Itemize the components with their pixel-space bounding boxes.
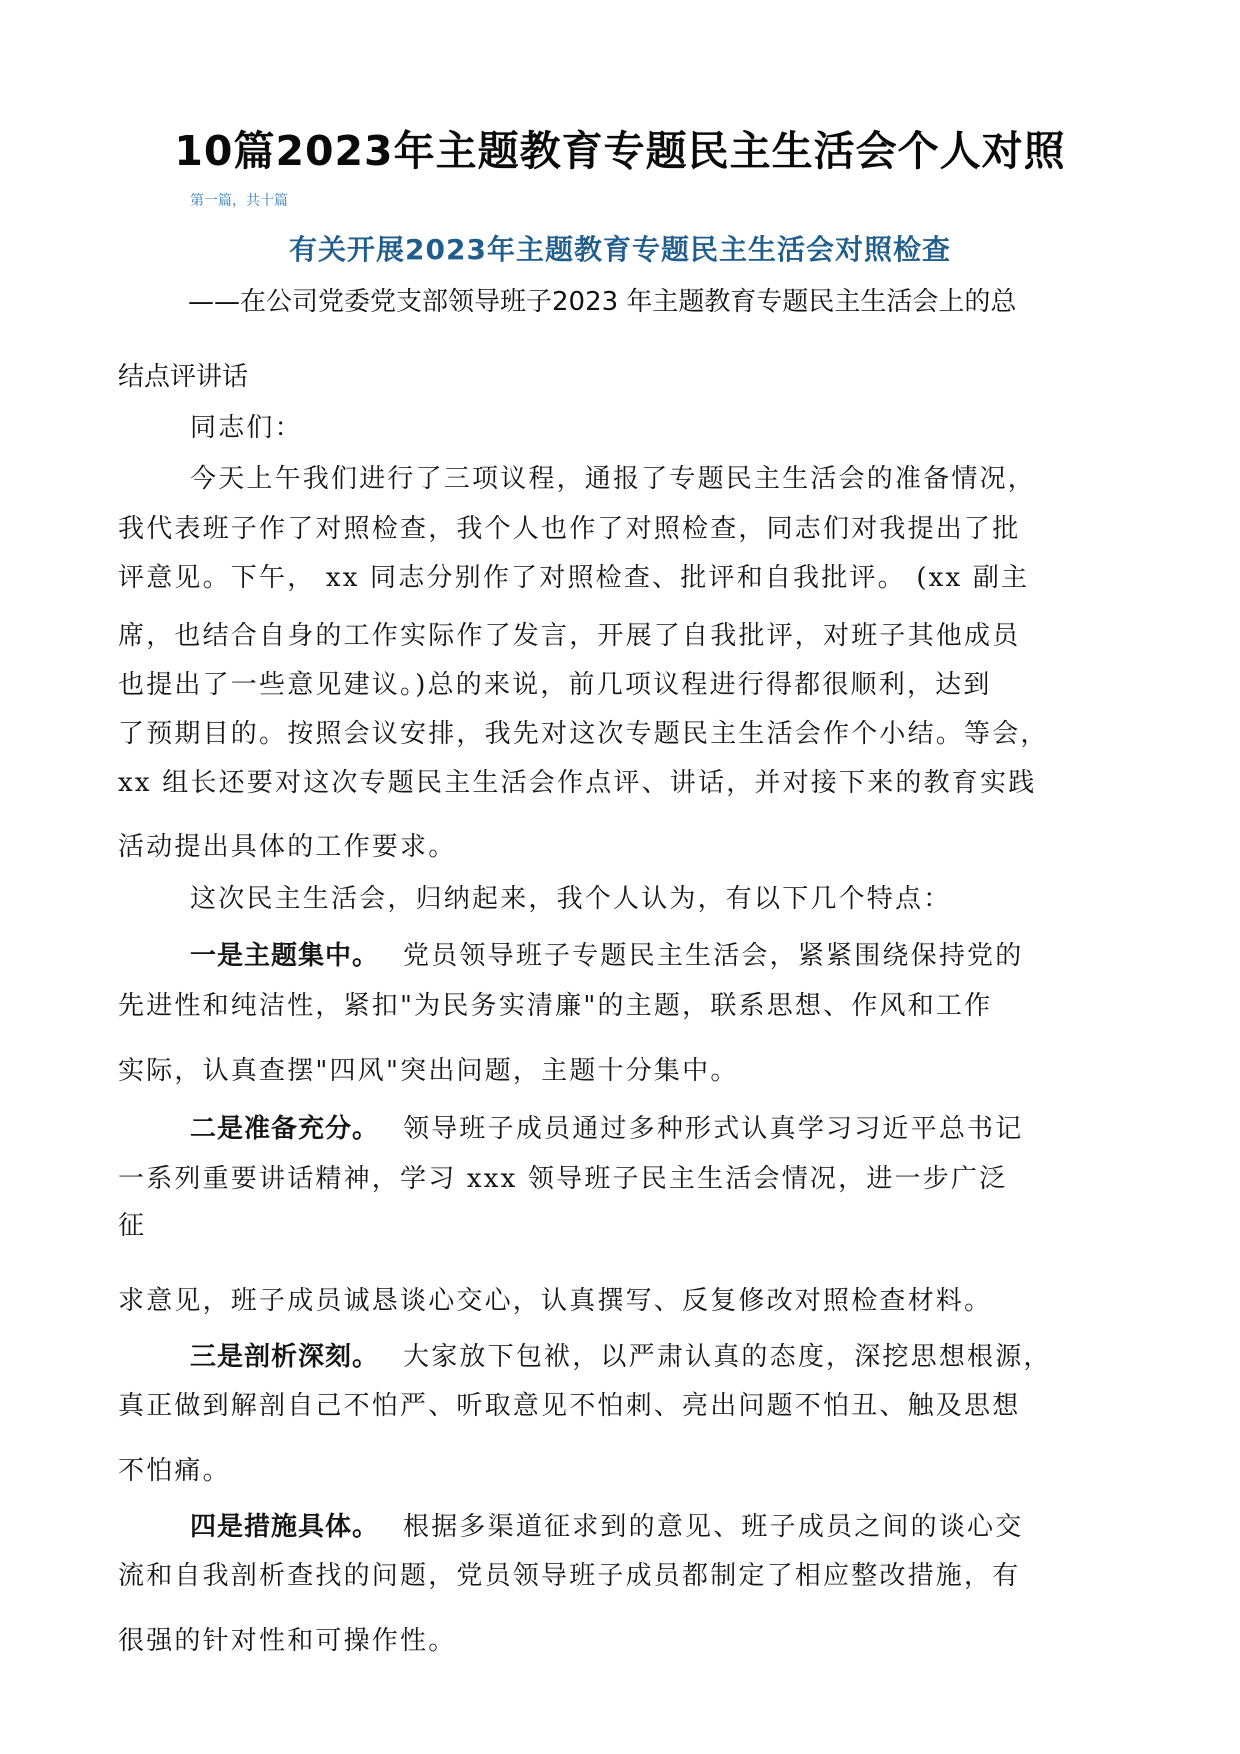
paragraph-line: 这次民主生活会，归纳起来，我个人认为，有以下几个特点： <box>190 884 952 914</box>
article-subtitle: ——在公司党委党支部领导班子2023 年主题教育专题民主生活会上的总 <box>188 287 1017 317</box>
paragraph-line: 也提出了一些意见建议。)总的来说，前几项议程进行得都很顺利，达到 <box>118 670 992 700</box>
point-line: 先进性和纯洁性，紧扣"为民务实清廉"的主题，联系思想、作风和工作 <box>118 991 993 1021</box>
point-line: 实际，认真查摆"四风"突出问题，主题十分集中。 <box>118 1056 739 1086</box>
point-line <box>190 1108 1023 1145</box>
salutation: 同志们： <box>190 413 303 443</box>
point-text: 党员领导班子专题民主生活会，紧紧围绕保持党的 <box>403 941 1024 971</box>
paragraph-line: 活动提出具体的工作要求。 <box>118 832 457 862</box>
point-heading: 四是措施具体。 <box>190 1512 380 1542</box>
paragraph-line: 席，也结合自身的工作实际作了发言，开展了自我批评，对班子其他成员 <box>118 621 1021 651</box>
point-line: 一系列重要讲话精神，学习 xxx 领导班子民主生活会情况，进一步广泛 <box>118 1164 1008 1194</box>
point-text: 领导班子成员通过多种形式认真学习习近平总书记 <box>403 1114 1024 1144</box>
paragraph-line: 今天上午我们进行了三项议程，通报了专题民主生活会的准备情况， <box>190 464 1037 494</box>
point-line: 流和自我剖析查找的问题，党员领导班子成员都制定了相应整改措施，有 <box>118 1561 1021 1591</box>
section-note: 第一篇，共十篇 <box>190 193 288 209</box>
point-line: 征 <box>118 1211 147 1241</box>
paragraph-line: 了预期目的。按照会议安排，我先对这次专题民主生活会作个小结。等会， <box>118 719 1049 749</box>
point-line: 真正做到解剖自己不怕严、听取意见不怕刺、亮出问题不怕丑、触及思想 <box>118 1391 1021 1421</box>
point-line <box>190 1336 1052 1373</box>
point-line: 不怕痛。 <box>118 1456 231 1486</box>
paragraph-line: 我代表班子作了对照检查，我个人也作了对照检查，同志们对我提出了批 <box>118 514 1021 544</box>
main-title: 10篇2023年主题教育专题民主生活会个人对照 <box>174 127 1066 175</box>
point-text: 根据多渠道征求到的意见、班子成员之间的谈心交 <box>403 1512 1024 1542</box>
point-line <box>190 1506 1023 1543</box>
point-line <box>190 935 1023 972</box>
paragraph-line: 评意见。下午， xx 同志分别作了对照检查、批评和自我批评。 (xx 副主 <box>118 563 1030 593</box>
article-subtitle-continued: 结点评讲话 <box>118 362 249 392</box>
paragraph-line: xx 组长还要对这次专题民主生活会作点评、讲话，并对接下来的教育实践 <box>118 768 1037 798</box>
point-heading: 二是准备充分。 <box>190 1114 380 1144</box>
point-text: 大家放下包袱，以严肃认真的态度，深挖思想根源， <box>403 1342 1052 1372</box>
point-line: 很强的针对性和可操作性。 <box>118 1626 457 1656</box>
point-line: 求意见，班子成员诚恳谈心交心，认真撰写、反复修改对照检查材料。 <box>118 1286 993 1316</box>
point-heading: 一是主题集中。 <box>190 941 380 971</box>
article-title: 有关开展2023年主题教育专题民主生活会对照检查 <box>289 233 951 266</box>
point-heading: 三是剖析深刻。 <box>190 1342 380 1372</box>
